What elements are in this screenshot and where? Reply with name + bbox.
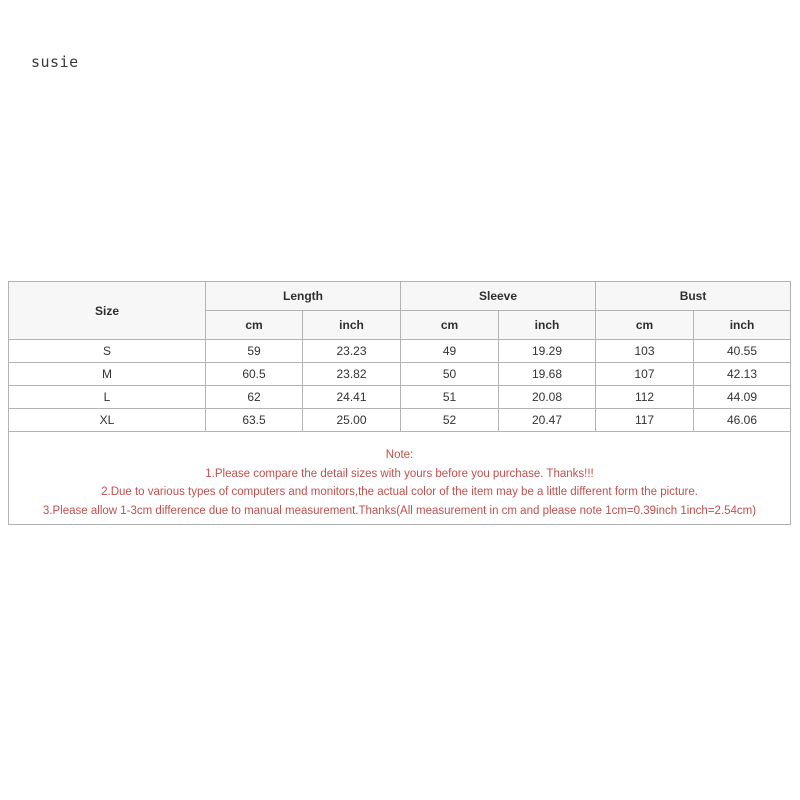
sleeve-cm-cell: 49 — [401, 340, 499, 363]
sleeve-cm-cell: 51 — [401, 386, 499, 409]
bust-cm-cell: 117 — [596, 409, 694, 432]
bust-cm-header: cm — [596, 311, 694, 340]
length-inch-cell: 25.00 — [303, 409, 401, 432]
length-group-header: Length — [206, 282, 401, 311]
length-inch-cell: 24.41 — [303, 386, 401, 409]
sleeve-inch-header: inch — [499, 311, 596, 340]
table-row-m — [9, 363, 791, 386]
size-column-header: Size — [9, 282, 206, 340]
length-cm-cell: 62 — [206, 386, 303, 409]
note-line-3: 3.Please allow 1-3cm difference due to manual measurement.Thanks(All measurement in cm and please note 1cm=0.39inch 1inch=2.54cm) — [42, 504, 757, 517]
size-label: S — [9, 340, 206, 363]
length-cm-cell: 63.5 — [206, 409, 303, 432]
note-line-2: 2.Due to various types of computers and monitors,the actual color of the item may be a little different form the picture. — [101, 486, 698, 498]
length-inch-cell: 23.82 — [303, 363, 401, 386]
note-title: Note: — [385, 449, 414, 461]
sleeve-group-header: Sleeve — [401, 282, 596, 311]
bust-inch-cell: 40.55 — [694, 340, 791, 363]
sleeve-cm-cell: 52 — [401, 409, 499, 432]
sleeve-cm-header: cm — [401, 311, 499, 340]
table-row-xl — [9, 409, 791, 432]
header-group-row — [9, 282, 791, 311]
notes-cell — [9, 432, 791, 525]
bust-inch-cell: 46.06 — [694, 409, 791, 432]
sleeve-inch-cell: 19.68 — [499, 363, 596, 386]
bust-cm-cell: 112 — [596, 386, 694, 409]
bust-cm-cell: 103 — [596, 340, 694, 363]
sleeve-inch-cell: 20.08 — [499, 386, 596, 409]
note-line-1: 1.Please compare the detail sizes with yours before you purchase. Thanks!!! — [205, 467, 594, 480]
bust-inch-cell: 44.09 — [694, 386, 791, 409]
sleeve-inch-cell: 20.47 — [499, 409, 596, 432]
bust-group-header: Bust — [596, 282, 791, 311]
sleeve-inch-cell: 19.29 — [499, 340, 596, 363]
bust-inch-cell: 42.13 — [694, 363, 791, 386]
size-label: XL — [9, 409, 206, 432]
length-cm-cell: 59 — [206, 340, 303, 363]
table-row-s — [9, 340, 791, 363]
notes-row — [9, 432, 791, 525]
bust-inch-header: inch — [694, 311, 791, 340]
table-row-l — [9, 386, 791, 409]
length-inch-header: inch — [303, 311, 401, 340]
bust-cm-cell: 107 — [596, 363, 694, 386]
watermark-text: susie — [31, 53, 79, 71]
size-label: L — [9, 386, 206, 409]
size-label: M — [9, 363, 206, 386]
length-cm-header: cm — [206, 311, 303, 340]
length-cm-cell: 60.5 — [206, 363, 303, 386]
sleeve-cm-cell: 50 — [401, 363, 499, 386]
length-inch-cell: 23.23 — [303, 340, 401, 363]
size-chart-table — [8, 281, 791, 525]
